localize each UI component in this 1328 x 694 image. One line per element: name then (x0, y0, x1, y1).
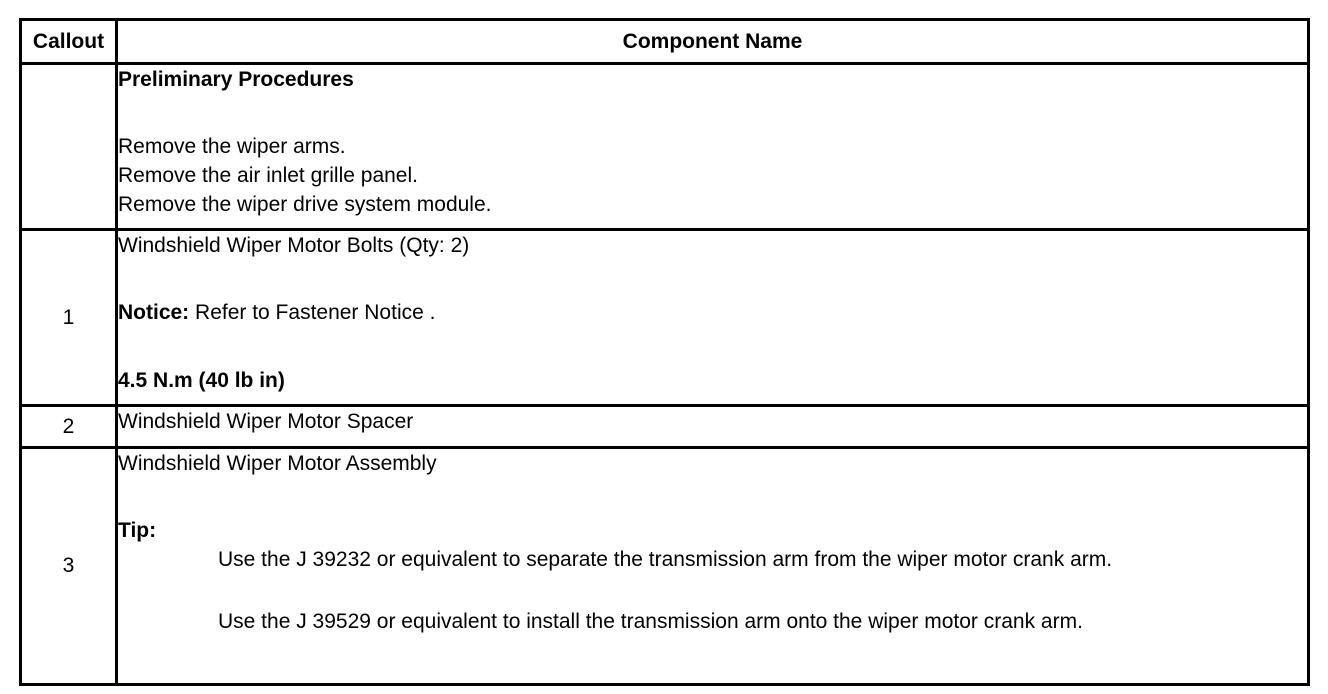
preliminary-step: Remove the wiper drive system module. (118, 193, 492, 216)
table-row (21, 406, 1309, 448)
preliminary-step: Remove the wiper arms. (118, 135, 346, 158)
preliminary-step: Remove the air inlet grille panel. (118, 164, 418, 187)
tip-label: Tip: (118, 519, 157, 542)
component-table (19, 18, 1310, 686)
callout-header: Callout (21, 20, 117, 64)
table-row (21, 448, 1309, 685)
tip-item: Use the J 39529 or equivalent to install the transmission arm onto the wiper motor crank arm. (218, 610, 1083, 633)
table-row (21, 230, 1309, 406)
component-name-header: Component Name (117, 20, 1309, 64)
header-row (21, 20, 1309, 64)
preliminary-steps (118, 132, 1307, 219)
component-name: Windshield Wiper Motor Assembly (118, 452, 437, 475)
component-cell (117, 448, 1309, 685)
component-cell (117, 406, 1309, 448)
preliminary-heading: Preliminary Procedures (118, 68, 354, 91)
component-name: Windshield Wiper Motor Bolts (Qty: 2) (118, 234, 470, 257)
preliminary-callout-cell (21, 64, 117, 230)
notice-line (118, 298, 1307, 327)
tip-item: Use the J 39232 or equivalent to separate the transmission arm from the wiper motor crank arm. (218, 548, 1113, 571)
callout-number: 3 (21, 448, 117, 685)
callout-number: 1 (21, 230, 117, 406)
preliminary-row (21, 64, 1309, 230)
notice-text: Refer to Fastener Notice . (189, 301, 436, 324)
component-name: Windshield Wiper Motor Spacer (118, 410, 414, 433)
notice-label: Notice: (118, 301, 190, 324)
preliminary-cell (117, 64, 1309, 230)
callout-number: 2 (21, 406, 117, 448)
torque-spec: 4.5 N.m (40 lb in) (118, 369, 285, 392)
component-cell (117, 230, 1309, 406)
